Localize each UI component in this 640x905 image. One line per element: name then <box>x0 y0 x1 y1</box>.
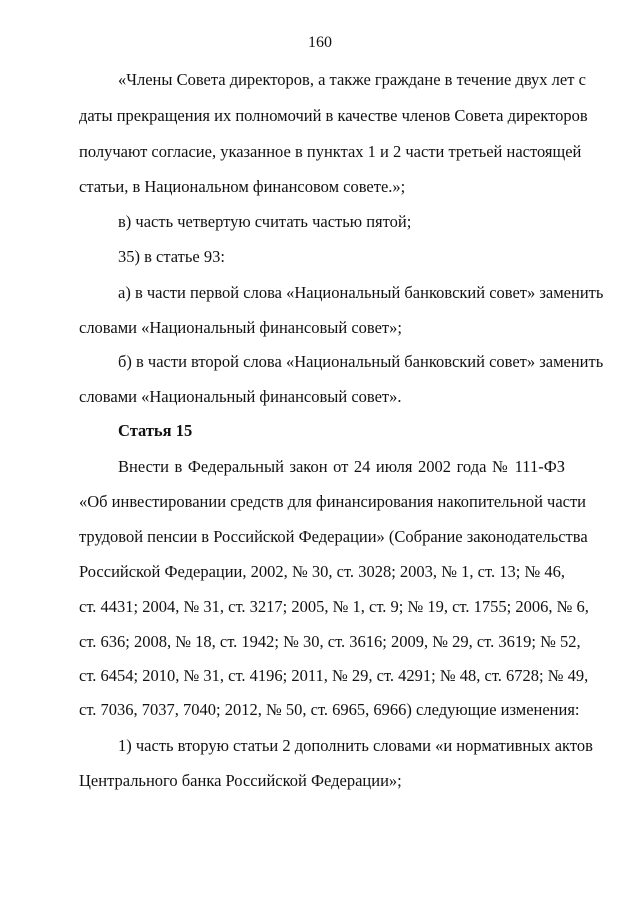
text-line: Центрального банка Российской Федерации»; <box>79 771 402 790</box>
text-line: «Об инвестировании средств для финансирования накопительной части <box>79 492 587 511</box>
text-line: в) часть четвертую считать частью пятой; <box>118 212 412 231</box>
text-line: ст. 7036, 7037, 7040; 2012, № 50, ст. 6965, 6966) следующие изменения: <box>79 700 580 719</box>
text-line: ст. 4431; 2004, № 31, ст. 3217; 2005, № 1, ст. 9; № 19, ст. 1755; 2006, № 6, <box>79 597 589 616</box>
text-line: 35) в статье 93: <box>118 247 225 266</box>
text-line: б) в части второй слова «Национальный банковский совет» заменить <box>118 352 604 371</box>
text-line: Российской Федерации, 2002, № 30, ст. 3028; 2003, № 1, ст. 13; № 46, <box>79 562 565 581</box>
text-line: трудовой пенсии в Российской Федерации» (Собрание законодательства <box>79 527 588 546</box>
article-heading: Статья 15 <box>118 421 193 440</box>
text-line: получают согласие, указанное в пунктах 1 и 2 части третьей настоящей <box>79 142 582 161</box>
page-number: 160 <box>308 34 332 51</box>
text-line: ст. 636; 2008, № 18, ст. 1942; № 30, ст. 3616; 2009, № 29, ст. 3619; № 52, <box>79 632 581 651</box>
text-line: Внести в Федеральный закон от 24 июля 2002 года № 111-ФЗ <box>118 457 565 476</box>
text-line: словами «Национальный финансовый совет»; <box>79 318 402 337</box>
text-line: ст. 6454; 2010, № 31, ст. 4196; 2011, № 29, ст. 4291; № 48, ст. 6728; № 49, <box>79 666 589 685</box>
text-line: словами «Национальный финансовый совет». <box>79 387 402 406</box>
text-line: «Члены Совета директоров, а также граждане в течение двух лет с <box>118 70 586 89</box>
text-line: даты прекращения их полномочий в качестве членов Совета директоров <box>79 106 588 125</box>
text-line: статьи, в Национальном финансовом совете.»; <box>79 177 406 196</box>
text-line: 1) часть вторую статьи 2 дополнить словами «и нормативных актов <box>118 736 593 755</box>
text-line: а) в части первой слова «Национальный банковский совет» заменить <box>118 283 604 302</box>
